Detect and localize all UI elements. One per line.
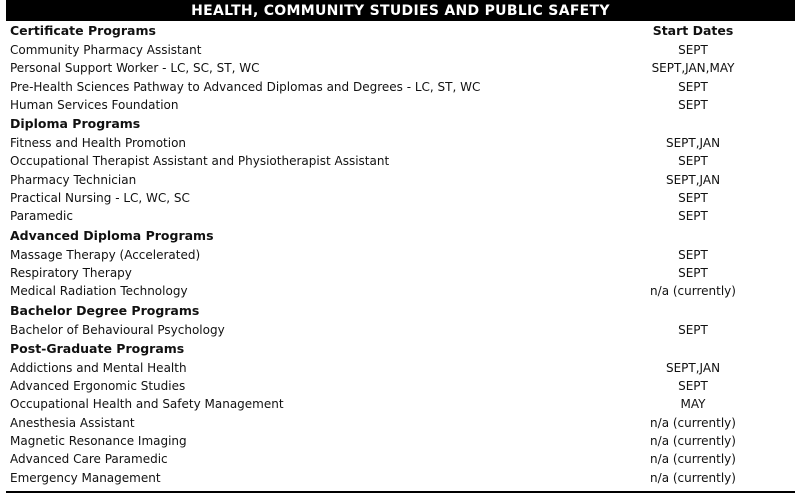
- program-start-date: n/a (currently): [650, 284, 736, 299]
- start-dates-header: Start Dates: [652, 23, 734, 38]
- bottom-divider: [6, 491, 795, 493]
- program-name: Personal Support Worker - LC, SC, ST, WC: [10, 61, 260, 76]
- program-start-date: SEPT: [678, 154, 708, 169]
- section-title: Advanced Diploma Programs: [10, 227, 214, 243]
- program-name: Addictions and Mental Health: [10, 360, 187, 375]
- program-row: [10, 377, 795, 395]
- program-start-date: SEPT: [678, 379, 708, 394]
- program-name: Medical Radiation Technology: [10, 284, 188, 299]
- program-row: [10, 264, 795, 282]
- program-row: [10, 134, 795, 152]
- section-header: [10, 21, 795, 41]
- program-start-date: n/a (currently): [650, 470, 736, 485]
- program-start-date: SEPT: [678, 247, 708, 262]
- program-start-date: SEPT: [678, 191, 708, 206]
- program-start-date: SEPT,JAN,MAY: [651, 61, 735, 76]
- program-name: Advanced Ergonomic Studies: [10, 379, 186, 394]
- program-name: Bachelor of Behavioural Psychology: [10, 322, 225, 337]
- program-name: Emergency Management: [10, 470, 161, 485]
- section-header: [10, 114, 795, 134]
- program-row: [10, 59, 795, 77]
- program-row: [10, 321, 795, 339]
- program-row: [10, 282, 795, 300]
- program-row: [10, 432, 795, 450]
- program-row: [10, 189, 795, 207]
- program-start-date: SEPT: [678, 97, 708, 112]
- program-row: [10, 171, 795, 189]
- program-name: Pre-Health Sciences Pathway to Advanced Diplomas and Degrees - LC, ST, WC: [10, 79, 481, 94]
- section-title: Bachelor Degree Programs: [10, 302, 200, 318]
- program-start-date: n/a (currently): [650, 452, 736, 467]
- program-row: [10, 414, 795, 432]
- page-banner: [6, 0, 795, 21]
- program-start-date: SEPT: [678, 265, 708, 280]
- program-start-date: SEPT: [678, 322, 708, 337]
- program-name: Fitness and Health Promotion: [10, 136, 187, 151]
- program-table: [10, 21, 795, 487]
- section-title: Post-Graduate Programs: [10, 340, 185, 356]
- program-name: Occupational Therapist Assistant and Physiotherapist Assistant: [10, 154, 390, 169]
- program-start-date: SEPT,JAN: [665, 360, 721, 375]
- program-name: Occupational Health and Safety Management: [10, 397, 284, 412]
- program-name: Practical Nursing - LC, WC, SC: [10, 191, 190, 206]
- section-header: [10, 339, 795, 359]
- program-start-date: MAY: [680, 397, 706, 412]
- program-name: Magnetic Resonance Imaging: [10, 434, 187, 449]
- program-row: [10, 469, 795, 487]
- program-row: [10, 359, 795, 377]
- program-start-date: SEPT: [678, 209, 708, 224]
- program-name: Community Pharmacy Assistant: [10, 43, 202, 57]
- program-row: [10, 41, 795, 59]
- program-name: Pharmacy Technician: [10, 172, 137, 187]
- program-row: [10, 152, 795, 170]
- program-name: Advanced Care Paramedic: [10, 452, 168, 467]
- program-row: [10, 78, 795, 96]
- program-row: [10, 207, 795, 225]
- program-row: [10, 450, 795, 468]
- program-row: [10, 96, 795, 114]
- program-name: Massage Therapy (Accelerated): [10, 247, 201, 262]
- program-row: [10, 395, 795, 413]
- program-name: Respiratory Therapy: [10, 265, 132, 280]
- banner-title: HEALTH, COMMUNITY STUDIES AND PUBLIC SAFETY: [191, 2, 610, 19]
- section-header: [10, 301, 795, 321]
- program-start-date: n/a (currently): [650, 415, 736, 430]
- program-start-date: SEPT: [678, 43, 708, 57]
- program-start-date: SEPT,JAN: [665, 172, 721, 187]
- program-start-date: SEPT: [678, 79, 708, 94]
- program-name: Human Services Foundation: [10, 97, 179, 112]
- section-header: [10, 226, 795, 246]
- program-start-date: n/a (currently): [650, 434, 736, 449]
- program-row: [10, 246, 795, 264]
- program-name: Anesthesia Assistant: [10, 415, 135, 430]
- program-start-date: SEPT,JAN: [665, 136, 721, 151]
- section-title: Certificate Programs: [10, 23, 156, 38]
- section-title: Diploma Programs: [10, 116, 141, 132]
- program-name: Paramedic: [10, 209, 73, 224]
